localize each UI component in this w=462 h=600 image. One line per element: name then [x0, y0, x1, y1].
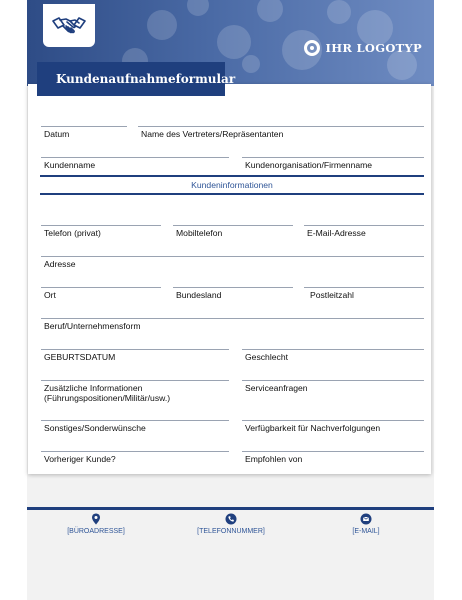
field-kundenname[interactable]: Kundenname [41, 157, 229, 170]
footer-email-label: [E-MAIL] [352, 528, 380, 535]
email-icon [360, 513, 372, 525]
logo-circle-icon [304, 40, 320, 56]
handshake-icon-box [43, 4, 95, 47]
handshake-icon [52, 15, 86, 37]
field-sonstiges[interactable]: Sonstiges/Sonderwünsche [41, 420, 229, 433]
field-bundesland[interactable]: Bundesland [173, 287, 293, 300]
field-verfuegbarkeit[interactable]: Verfügbarkeit für Nachverfolgungen [242, 420, 424, 433]
footer-phone [171, 513, 291, 535]
field-geburtsdatum[interactable]: GEBURTSDATUM [41, 349, 229, 362]
footer-divider [27, 507, 434, 510]
footer-phone-label: [TELEFONNUMMER] [197, 528, 265, 535]
location-pin-icon [90, 513, 102, 525]
field-email[interactable]: E-Mail-Adresse [304, 225, 424, 238]
field-organisation[interactable]: Kundenorganisation/Firmenname [242, 157, 424, 170]
field-datum[interactable]: Datum [41, 126, 127, 139]
field-empfohlen-von[interactable]: Empfohlen von [242, 451, 424, 464]
company-logo [304, 40, 422, 56]
field-beruf[interactable]: Beruf/Unternehmensform [41, 318, 424, 331]
form-card [28, 84, 431, 474]
field-mobiltelefon[interactable]: Mobiltelefon [173, 225, 293, 238]
field-adresse[interactable]: Adresse [41, 256, 424, 269]
field-zusaetzliche-informationen[interactable]: Zusätzliche Informationen (Führungspositionen/Militär/usw.) [41, 380, 229, 403]
field-vorheriger-kunde[interactable]: Vorheriger Kunde? [41, 451, 229, 464]
footer-address [36, 513, 156, 535]
field-vertreter[interactable]: Name des Vertreters/Repräsentanten [138, 126, 424, 139]
field-serviceanfragen[interactable]: Serviceanfragen [242, 380, 424, 393]
field-telefon-privat[interactable]: Telefon (privat) [41, 225, 161, 238]
phone-icon [225, 513, 237, 525]
form-title: Kundenaufnahmeformular [37, 62, 225, 96]
logo-text: IHR LOGOTYP [325, 41, 422, 55]
footer-address-label: [BÜROADRESSE] [67, 528, 125, 535]
footer-email [306, 513, 426, 535]
field-ort[interactable]: Ort [41, 287, 161, 300]
field-postleitzahl[interactable]: Postleitzahl [304, 287, 424, 300]
section-header-kundeninformationen: Kundeninformationen [40, 175, 424, 195]
field-geschlecht[interactable]: Geschlecht [242, 349, 424, 362]
